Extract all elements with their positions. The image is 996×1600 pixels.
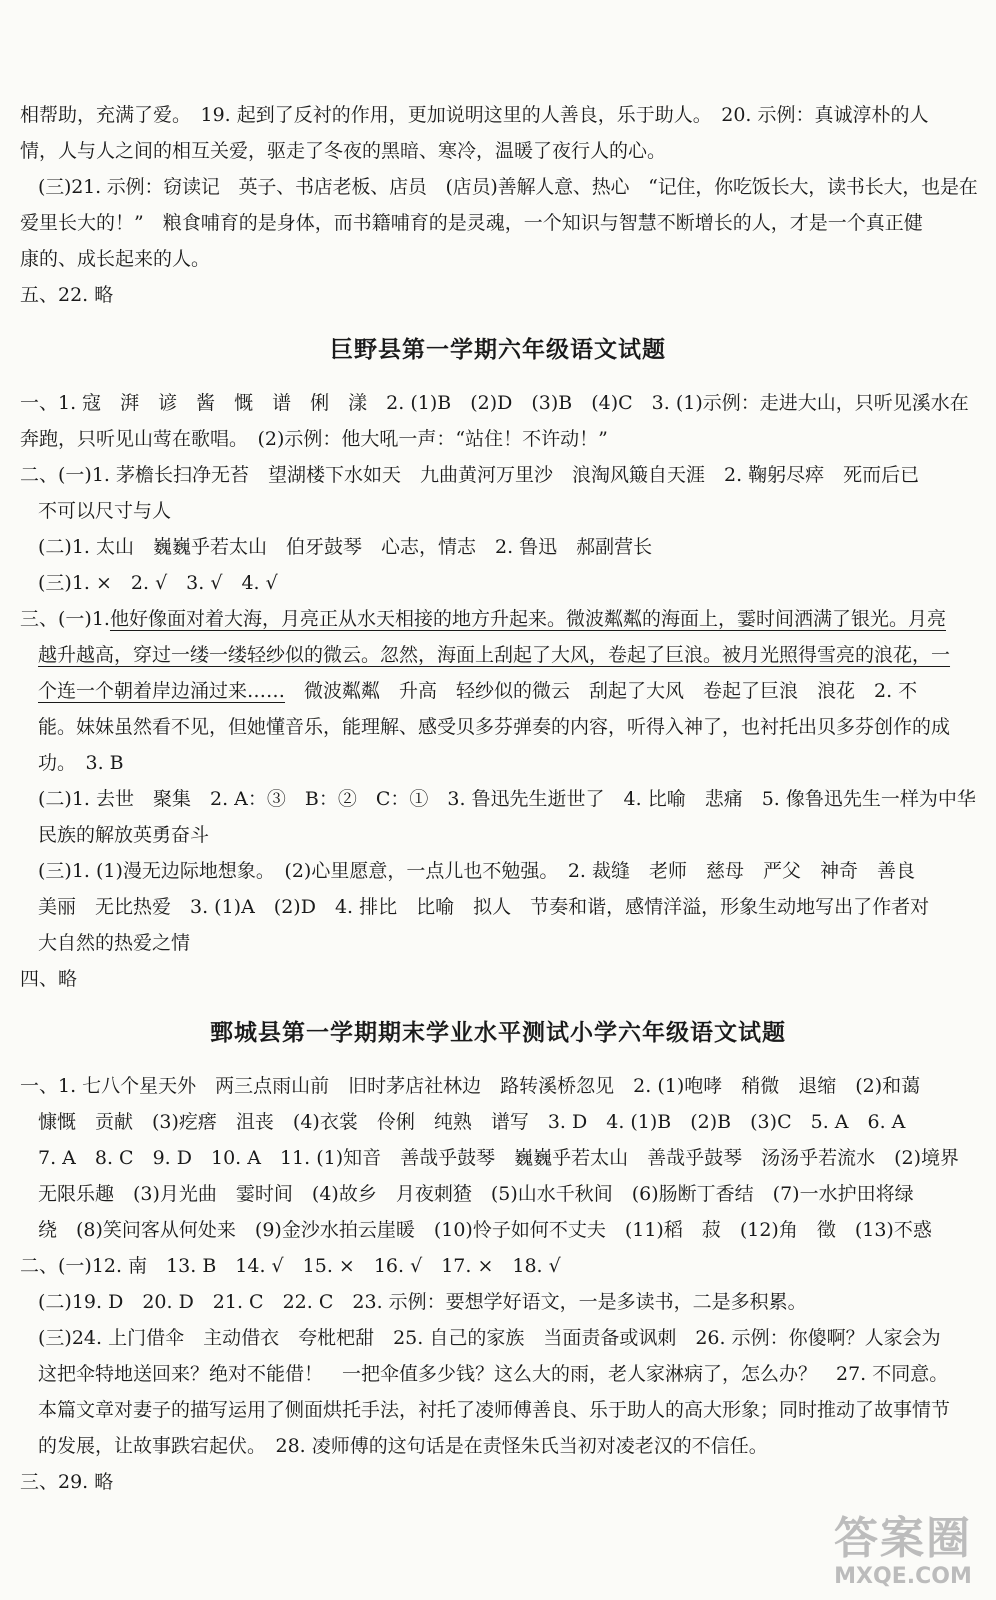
- text-line: 一、1. 寇 湃 谚 酱 慨 谱 俐 漾 2. (1)B (2)D (3)B (4)C 3. (1)示例：走进大山，只听见溪水在: [20, 392, 969, 414]
- text-line: 四、略: [20, 968, 78, 990]
- text-line: (三)24. 上门借伞 主动借衣 夸枇杷甜 25. 自己的家族 当面责备或讽刺 26. 示例：你傻啊？人家会为: [38, 1327, 941, 1349]
- text-line: 美丽 无比热爱 3. (1)A (2)D 4. 排比 比喻 拟人 节奏和谐，感情洋溢，形象生动地写出了作者对: [38, 896, 930, 918]
- text-line: 绕 (8)笑问客从何处来 (9)金沙水拍云崖暖 (10)怜子如何不丈夫 (11)稻 菽 (12)角 徵 (13)不惑: [38, 1219, 932, 1241]
- text-line: 功。 3. B: [38, 752, 124, 774]
- text-line: (二)1. 去世 聚集 2. A：③ B：② C：① 3. 鲁迅先生逝世了 4. 比喻 悲痛 5. 像鲁迅先生一样为中华: [38, 788, 976, 810]
- text-fragment: 微波粼粼 升高 轻纱似的微云 刮起了大风 卷起了巨浪 浪花 2. 不: [285, 680, 918, 702]
- text-line: 不可以尺寸与人: [38, 500, 172, 522]
- text-line: 相帮助，充满了爱。 19. 起到了反衬的作用，更加说明这里的人善良，乐于助人。 20. 示例：真诚淳朴的人: [20, 104, 929, 126]
- text-line: 情，人与人之间的相互关爱，驱走了冬夜的黑暗、寒冷，温暖了夜行人的心。: [20, 140, 667, 162]
- text-line: 慷慨 贡献 (3)疙瘩 沮丧 (4)衣裳 伶俐 纯熟 谱写 3. D 4. (1)B (2)B (3)C 5. A 6. A: [38, 1111, 906, 1133]
- text-line: 7. A 8. C 9. D 10. A 11. (1)知音 善哉乎鼓琴 巍巍乎若太山 善哉乎鼓琴 汤汤乎若流水 (2)境界: [38, 1147, 960, 1169]
- text-line: 无限乐趣 (3)月光曲 霎时间 (4)故乡 月夜刺猹 (5)山水千秋间 (6)肠断丁香结 (7)一水护田将绿: [38, 1183, 914, 1205]
- text-line: (三)1. × 2. √ 3. √ 4. √: [38, 572, 278, 594]
- text-line: 的发展，让故事跌宕起伏。 28. 凌师傅的这句话是在责怪朱氏当初对凌老汉的不信任。: [38, 1435, 768, 1457]
- text-line: 爱里长大的！” 粮食哺育的是身体，而书籍哺育的是灵魂，一个知识与智慧不断增长的人，才是一个真正健: [20, 212, 923, 234]
- text-line: (三)1. (1)漫无边际地想象。 (2)心里愿意，一点儿也不勉强。 2. 裁缝 老师 慈母 严父 神奇 善良: [38, 860, 915, 882]
- watermark-text: 答案圈: [834, 1513, 972, 1564]
- text-line: 本篇文章对妻子的描写运用了侧面烘托手法，衬托了凌师傅善良、乐于助人的高大形象；同时推动了故事情节: [38, 1399, 951, 1421]
- text-line: 康的、成长起来的人。: [20, 248, 211, 270]
- text-line: 五、22. 略: [20, 284, 114, 306]
- text-line: 这把伞特地送回来？绝对不能借！ 一把伞值多少钱？这么大的雨，老人家淋病了，怎么办？ 27. 不同意。: [38, 1363, 949, 1385]
- text-line: [38, 673, 978, 709]
- underlined-answer: 越升越高，穿过一缕一缕轻纱似的微云。忽然，海面上刮起了大风，卷起了巨浪。被月光照得雪亮的浪花，一: [38, 644, 951, 666]
- underlined-answer: 个连一个朝着岸边涌过来……: [38, 680, 286, 702]
- text-line: [20, 601, 978, 637]
- text-line: 三、29. 略: [20, 1471, 114, 1493]
- watermark-url: MXQE.COM: [834, 1564, 972, 1589]
- text-line: (二)1. 太山 巍巍乎若太山 伯牙鼓琴 心志，情志 2. 鲁迅 郝副营长: [38, 536, 653, 558]
- text-line: (三)21. 示例：窃读记 英子、书店老板、店员 (店员)善解人意、热心 “记住，你吃饭长大，读书长大，也是在: [38, 176, 978, 198]
- section-title-juye: 巨野县第一学期六年级语文试题: [330, 337, 666, 363]
- text-line: (二)19. D 20. D 21. C 22. C 23. 示例：要想学好语文，一是多读书，二是多积累。: [38, 1291, 807, 1313]
- text-line: 大自然的热爱之情: [38, 932, 191, 954]
- text-line: 能。妹妹虽然看不见，但她懂音乐，能理解、感受贝多芬弹奏的内容，听得入神了，也衬托出贝多芬创作的成: [38, 716, 951, 738]
- text-line: 一、1. 七八个星天外 两三点雨山前 旧时茅店社林边 路转溪桥忽见 2. (1)咆哮 稍微 退缩 (2)和蔼: [20, 1075, 921, 1097]
- section-title-juancheng: 鄄城县第一学期期末学业水平测试小学六年级语文试题: [210, 1020, 786, 1046]
- text-fragment: 三、(一)1.: [20, 608, 110, 630]
- text-line: 奔跑，只听见山莺在歌唱。 (2)示例：他大吼一声：“站住！不许动！”: [20, 428, 608, 450]
- text-line: 二、(一)12. 南 13. B 14. √ 15. × 16. √ 17. × 18. √: [20, 1255, 561, 1277]
- text-line: 民族的解放英勇奋斗: [38, 824, 210, 846]
- underlined-answer: 他好像面对着大海，月亮正从水天相接的地方升起来。微波粼粼的海面上，霎时间洒满了银光。月亮: [109, 608, 946, 630]
- text-line: 二、(一)1. 茅檐长扫净无苔 望湖楼下水如天 九曲黄河万里沙 浪淘风簸自天涯 2. 鞠躬尽瘁 死而后已: [20, 464, 920, 486]
- watermark-logo: [828, 1514, 978, 1594]
